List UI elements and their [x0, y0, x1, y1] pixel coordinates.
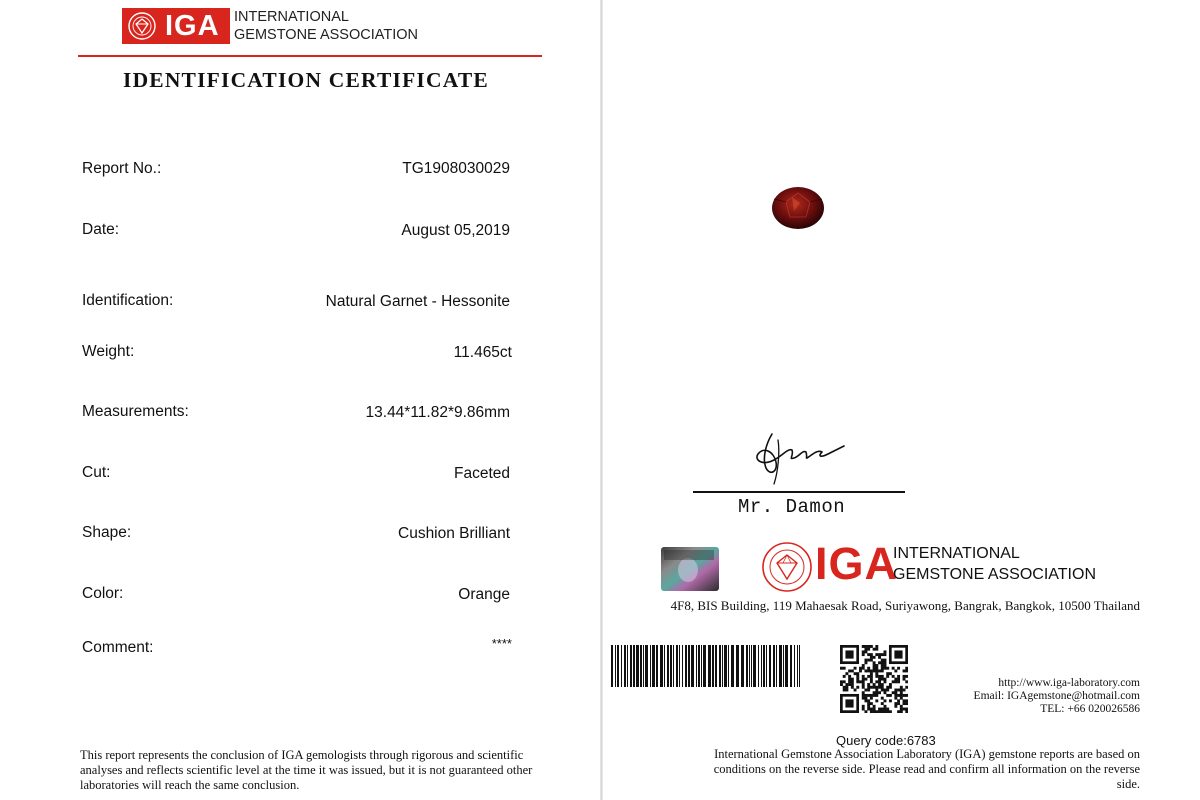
- cut-label: Cut:: [82, 464, 111, 481]
- signature-image: [748, 428, 848, 486]
- weight-value: 11.465ct: [453, 344, 512, 361]
- date-label: Date:: [82, 221, 120, 238]
- gemstone-photo: [770, 185, 826, 231]
- org-name: [234, 8, 418, 44]
- measurements-value: 13.44*11.82*9.86mm: [365, 404, 510, 421]
- barcode-image: [611, 645, 803, 687]
- report-no-value: TG1908030029: [402, 160, 510, 177]
- iga-logo-text: IGA: [165, 10, 220, 42]
- org-name-2-line2: GEMSTONE ASSOCIATION: [893, 566, 1096, 583]
- query-code: Query code:6783: [836, 733, 936, 748]
- iga-seal-icon: [760, 541, 814, 593]
- measurements-label: Measurements:: [82, 403, 189, 420]
- identification-label: Identification:: [82, 292, 174, 309]
- header-rule: [78, 55, 542, 57]
- color-value: Orange: [458, 586, 510, 603]
- report-no-label: Report No.:: [82, 160, 162, 177]
- signer-name: Mr. Damon: [738, 496, 846, 518]
- iga-emblem-icon: [125, 10, 159, 42]
- center-fold: [600, 0, 603, 800]
- website-link[interactable]: http://www.iga-laboratory.com: [998, 677, 1140, 689]
- identification-value: Natural Garnet - Hessonite: [325, 293, 510, 310]
- org-name-2-line1: INTERNATIONAL: [893, 545, 1020, 562]
- org-name-line1: INTERNATIONAL: [234, 9, 349, 25]
- comment-label: Comment:: [82, 639, 154, 656]
- org-name-line2: GEMSTONE ASSOCIATION: [234, 27, 418, 43]
- date-value: August 05,2019: [401, 222, 510, 239]
- tel-text: TEL: +66 020026586: [1040, 703, 1140, 715]
- lab-address: 4F8, BIS Building, 119 Mahaesak Road, Suriyawong, Bangrak, Bangkok, 10500 Thailand: [670, 598, 1140, 613]
- color-label: Color:: [82, 585, 124, 602]
- hologram-sticker: [660, 546, 720, 592]
- iga-logo-text-2: IGA: [815, 538, 899, 589]
- qr-code-image: [840, 645, 908, 713]
- shape-label: Shape:: [82, 524, 132, 541]
- disclaimer-right: International Gemstone Association Laboratory (IGA) gemstone reports are based on conditions on the reverse side. Please read and confirm all information on the reverse side.: [713, 747, 1140, 791]
- weight-label: Weight:: [82, 343, 135, 360]
- certificate-title: IDENTIFICATION CERTIFICATE: [123, 68, 489, 92]
- email-text[interactable]: Email: IGAgemstone@hotmail.com: [973, 690, 1140, 702]
- comment-value: ****: [491, 636, 512, 651]
- contact-info: [900, 677, 1140, 716]
- disclaimer-left: This report represents the conclusion of IGA gemologists through rigorous and scientific analyses and reflects scientific level at the time it was issued, but it is not guaranteed other laboratories will reach the same conclusion.: [80, 748, 533, 792]
- signature-line: [693, 491, 905, 493]
- cut-value: Faceted: [453, 465, 510, 482]
- shape-value: Cushion Brilliant: [398, 525, 510, 542]
- org-name-2: [893, 543, 1096, 585]
